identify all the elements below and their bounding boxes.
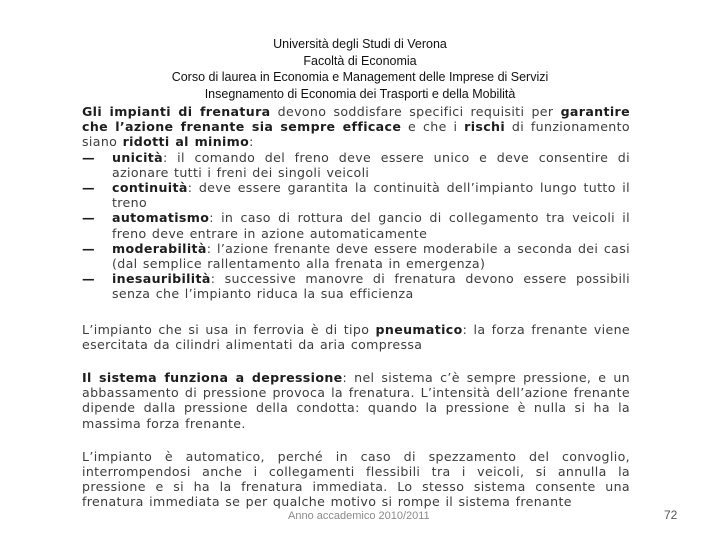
requirement-item bbox=[82, 150, 630, 180]
university-name: Università degli Studi di Verona bbox=[273, 37, 447, 51]
slide-header bbox=[0, 36, 720, 102]
dash-bullet: — bbox=[82, 180, 95, 196]
requirement-term: automatismo bbox=[112, 210, 210, 226]
depression-paragraph bbox=[82, 370, 630, 431]
requirement-term: unicità bbox=[112, 149, 163, 165]
scanned-text-image bbox=[82, 104, 630, 522]
academic-year: Anno accademico 2010/2011 bbox=[288, 510, 430, 522]
requirement-text: : deve essere garantita la continuità dell’impianto lungo tutto il treno bbox=[112, 180, 630, 211]
intro-emphasis-2: rischi bbox=[464, 119, 506, 135]
requirement-term: inesauribilità bbox=[112, 271, 211, 287]
depression-heading: Il sistema funziona a depressione bbox=[82, 370, 343, 386]
intro-text-2: e che i bbox=[401, 119, 465, 135]
course-name: Insegnamento di Economia dei Trasporti e della Mobilità bbox=[204, 86, 516, 101]
requirement-text: : in caso di rottura del gancio di collegamento tra veicoli il freno deve entrare in azione automaticamente bbox=[112, 210, 630, 241]
intro-subject: Gli impianti di frenatura bbox=[82, 104, 271, 119]
automatic-paragraph: L’impianto è automatico, perché in caso di spezzamento del convoglio, interrompendosi anche i collegamenti flessibili tra i veicoli, si annulla la pressione e si ha la frenatura immediata. Lo stesso sistema consente una frenatura immediata se per qualche motivo si rompe il sistema frenante bbox=[82, 448, 630, 510]
requirement-text: : l’azione frenante deve essere moderabile a seconda dei casi (dal semplice rallentamento alla frenata in emergenza) bbox=[112, 240, 630, 272]
requirement-term: moderabilità bbox=[112, 240, 207, 256]
intro-emphasis-3: ridotti al minimo bbox=[122, 134, 250, 150]
dash-bullet: — bbox=[82, 240, 95, 256]
dash-bullet: — bbox=[82, 149, 95, 165]
pneumatic-text-1: L’impianto che si usa in ferrovia è di tipo bbox=[82, 321, 376, 337]
requirement-text: : il comando del freno deve essere unico e deve consentire di azionare tutti i freni dei singoli veicoli bbox=[112, 149, 630, 180]
intro-text-3: di funzionamento siano bbox=[82, 119, 630, 150]
requirement-term: continuità bbox=[112, 180, 188, 196]
requirement-item bbox=[82, 180, 630, 210]
intro-paragraph bbox=[82, 104, 630, 150]
depression-text: : nel sistema c’è sempre pressione, e un abbassamento di pressione provoca la frenatura. L’intensità dell’azione frenante dipende dalla pressione della condotta: quando la pressione è nulla si ha la massima forza frenante. bbox=[82, 370, 630, 431]
requirements-list bbox=[82, 150, 630, 302]
pneumatic-paragraph bbox=[82, 322, 630, 352]
intro-text-1: devono soddisfare specifici requisiti per bbox=[270, 104, 561, 119]
requirement-text: : successive manovre di frenatura devono essere possibili senza che l’impianto riduca la sua efficienza bbox=[112, 271, 630, 302]
page-number: 72 bbox=[664, 508, 678, 522]
pneumatic-text-2: : la forza frenante viene esercitata da cilindri alimentati da aria compressa bbox=[82, 321, 630, 352]
dash-bullet: — bbox=[82, 271, 95, 287]
degree-course: Corso di laurea in Economia e Management delle Imprese di Servizi bbox=[171, 70, 549, 84]
requirement-item bbox=[82, 241, 630, 271]
dash-bullet: — bbox=[82, 210, 95, 226]
intro-colon: : bbox=[249, 134, 254, 150]
faculty-name: Facoltà di Economia bbox=[303, 53, 417, 68]
requirement-item bbox=[82, 271, 630, 301]
requirement-item bbox=[82, 210, 630, 240]
intro-emphasis-1: garantire che l’azione frenante sia sempre efficace bbox=[82, 104, 630, 135]
pneumatic-term: pneumatico bbox=[375, 321, 463, 337]
